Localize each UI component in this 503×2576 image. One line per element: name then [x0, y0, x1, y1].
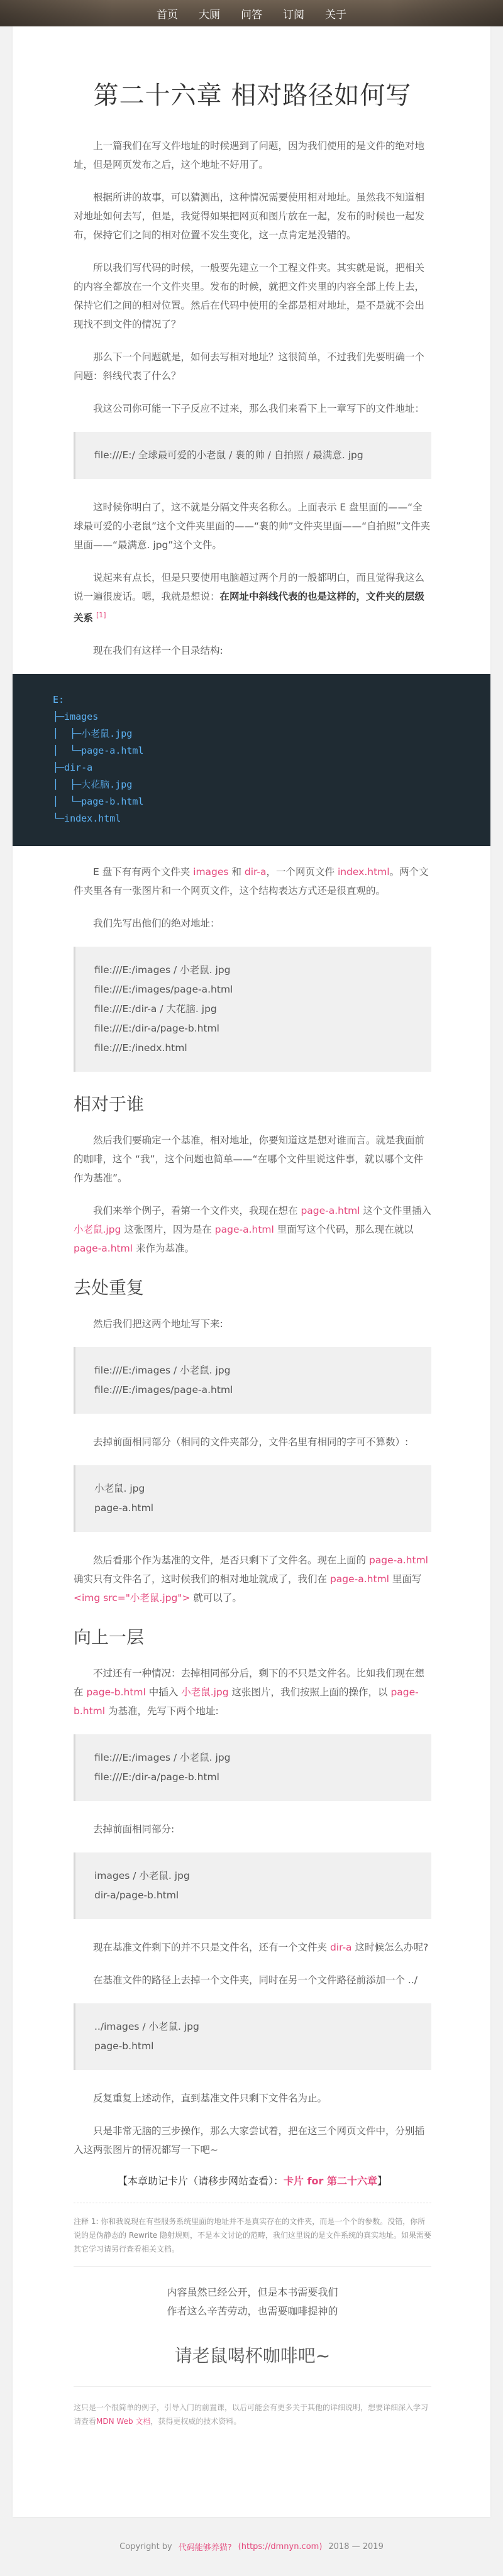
inline-code: 小老鼠.jpg [181, 1687, 229, 1698]
inline-code: 小老鼠.jpg [74, 1224, 121, 1236]
code-line: ../images / 小老鼠. jpg [94, 2021, 199, 2033]
paragraph: 只是非常无脑的三步操作，那么大家尝试着，把在这三个网页文件中，分别插入这两张图片的情况都写一下吧~ [74, 2125, 425, 2156]
memo-card-line [74, 2173, 431, 2188]
inline-code: images [193, 866, 229, 878]
footnote-text: 注释 1: 你和我说现在有些服务系统里面的地址并不是真实存在的文件夹，而是一个个的参数。没错，你所说的是伪静态的 Rewrite 隐射规则，不是本文讨论的范畴，我们这里说的是文件系统的真实地址。如果需要其它学习请另行查看相关文档。 [74, 2217, 431, 2254]
paragraph: 所以我们写代码的时候，一般要先建立一个工程文件夹。其实就是说，把相关的内容全都放在一个文件夹里。发布的时候，就把文件夹里的内容全部上传上去，保持它们之间的相对位置。然后在代码中使用的全都是相对地址，是不是就不会出现找不到文件的情况了？ [74, 262, 425, 330]
paragraph: 去掉前面相同部分: [93, 1824, 175, 1836]
code-block [74, 1347, 431, 1414]
site-footer [0, 2517, 503, 2576]
code-line: dir-a/page-b.html [94, 1890, 179, 1902]
code-block [74, 2003, 431, 2070]
nav-home[interactable]: 首页 [157, 8, 178, 21]
code-block [74, 947, 431, 1072]
paragraph: 然后我们把这两个地址写下来: [93, 1318, 223, 1330]
inline-code: page-a.html [74, 1243, 133, 1255]
text-span: 中插入 [145, 1687, 182, 1698]
code-line: file:///E:/images / 小老鼠. jpg [94, 1365, 231, 1377]
code-line: file:///E:/images/page-a.html [94, 984, 233, 996]
text-span: 这张图片，我们按照上面的操作，以 [228, 1687, 391, 1698]
paragraph: 然后我们要确定一个基准，相对地址，你要知道这是想对谁而言。就是我面前的咖啡，这个 “我”，这个问题也简单——“在哪个文件里说这件事，就以哪个文件作为基准”。 [74, 1135, 425, 1184]
nav-qa[interactable]: 问答 [241, 8, 262, 21]
text-span: 为基准，先写下两个地址: [105, 1705, 219, 1717]
paragraph: 那么下一个问题就是，如何去写相对地址？这很简单，不过我们先要明确一个问题：斜线代表了什么？ [74, 351, 425, 382]
paragraph: 去掉前面相同部分（相同的文件夹部分，文件名里有相同的字可不算数）: [93, 1436, 409, 1448]
code-line: file:///E:/images / 小老鼠. jpg [94, 964, 231, 976]
section-heading: 相对于谁 [74, 1094, 145, 1115]
code-line: page-b.html [94, 2040, 154, 2052]
paragraph [74, 1551, 431, 1607]
section-heading: 向上一层 [74, 1627, 145, 1648]
code-line: file:///E:/dir-a/page-b.html [94, 1023, 219, 1035]
text-span: 里面写 [389, 1573, 422, 1585]
code-line: file:///E:/inedx.html [94, 1042, 187, 1054]
code-line: file:///E:/dir-a/page-b.html [94, 1771, 219, 1783]
code-line: page-a.html [94, 1502, 154, 1514]
memo-card-link[interactable]: 卡片 for 第二十六章 [284, 2175, 377, 2188]
text-span: 【本章助记卡片（请移步网站查看）： [117, 2175, 284, 2188]
donate-title[interactable]: 请老鼠喝杯咖啡吧~ [174, 2345, 331, 2367]
footnote-note [74, 2203, 431, 2256]
nav-toilet[interactable]: 大厕 [199, 8, 220, 21]
paragraph: 在基准文件的路径上去掉一个文件夹，同时在另一个文件路径前添加一个 ../ [93, 1974, 418, 1986]
text-span: 说起来有点长，但是只要使用电脑超过两个月的一般都明白，而且觉得我这么说一遍很废话。嗯，我就是想说： [74, 572, 425, 602]
code-line: images / 小老鼠. jpg [94, 1870, 190, 1882]
text-span: 这只是一个很简单的例子，引导入门的前置课，以后可能会有更多关于其他的详细说明，想要详细深入学习请查看 [74, 2403, 429, 2426]
code-line: file:///E:/images / 小老鼠. jpg [94, 1752, 231, 1764]
paragraph [74, 862, 431, 900]
text-span: 我们来举个例子，看第一个文件夹，我现在想在 [93, 1205, 301, 1217]
paragraph: 这时候你明白了，这不就是分隔文件夹名称么。上面表示 E 盘里面的——“全球最可爱的小老鼠”这个文件夹里面的——“裹的帅”文件夹里面——“自拍照”文件夹里面——“最满意. jpg”这个文件。 [74, 502, 431, 551]
paragraph: 我们先写出他们的绝对地址： [93, 918, 220, 930]
text-span: ，获得更权威的技术资料。 [150, 2417, 241, 2426]
code-block [74, 1465, 431, 1532]
text-span: 这时候怎么办呢? [351, 1942, 429, 1954]
code-block [74, 1734, 431, 1801]
mdn-link[interactable]: MDN Web 文档 [96, 2417, 151, 2426]
text-span: 这个文件里插入 [360, 1205, 431, 1217]
text-span: 这张图片，因为是在 [121, 1224, 215, 1236]
bottom-note [74, 2386, 431, 2428]
nav-subscribe[interactable]: 订阅 [283, 8, 304, 21]
site-url-link[interactable]: (https://dmnyn.com) [238, 2541, 323, 2551]
donate-line: 内容虽然已经公开，但是本书需要我们 [167, 2286, 338, 2299]
inline-code: page-a.html [301, 1205, 360, 1217]
text-span: 和 [228, 866, 245, 878]
paragraph: 我这公司你可能一下子反应不过来，那么我们来看下上一章写下的文件地址： [93, 403, 425, 414]
paragraph [74, 568, 431, 627]
text-span: 就可以了。 [190, 1592, 242, 1604]
code-block [74, 432, 431, 479]
text-span: E 盘下有有两个文件夹 [93, 866, 194, 878]
text-span: ，一个网页文件 [266, 866, 338, 878]
code-block [74, 1852, 431, 1919]
text-span: 现在基准文件剩下的并不只是文件名，还有一个文件夹 [93, 1942, 330, 1954]
paragraph: 根据所讲的故事，可以猜测出，这种情况需要使用相对地址。虽然我不知道相对地址如何去写，但是，我觉得如果把网页和图片放在一起，发布的时候也一起发布，保持它们之间的相对位置不发生变化，这一点肯定是没错的。 [74, 192, 425, 241]
inline-code: page-a.html [214, 1224, 274, 1236]
inline-code: page-a.html [329, 1573, 389, 1585]
inline-code: page-b.html [86, 1687, 146, 1698]
paragraph [74, 1938, 431, 1957]
paragraph [74, 1201, 431, 1258]
text-span: 来作为基准。 [133, 1243, 194, 1255]
code-line: file:///E:/images/page-a.html [94, 1384, 233, 1396]
inline-code: dir-a [244, 866, 267, 878]
copyright-label: Copyright by [119, 2541, 172, 2551]
text-span: 】 [377, 2175, 388, 2188]
donate-text [74, 2266, 431, 2321]
text-span: 不过还有一种情况：去掉相同部分后，剩下的不只是文件名。比如我们现在想在 [74, 1668, 425, 1698]
code-line: file:///E:/dir-a / 大花脑. jpg [94, 1003, 217, 1015]
section-heading: 去处重复 [74, 1277, 145, 1299]
paragraph: 反复重复上述动作，直到基准文件只剩下文件名为止。 [93, 2093, 328, 2105]
paragraph: 上一篇我们在写文件地址的时候遇到了问题，因为我们使用的是文件的绝对地址，但是网页发布之后，这个地址不好用了。 [74, 140, 425, 170]
paragraph: 现在我们有这样一个目录结构: [93, 645, 223, 657]
page-title: 第二十六章 相对路径如何写 [93, 81, 412, 110]
donate-line: 作者这么辛苦劳动，也需要咖啡提神的 [167, 2305, 338, 2318]
article-card [13, 26, 490, 2517]
emphasis-text: 在网址中斜线代表的也是这样的，文件夹的层级关系 [74, 591, 425, 624]
inline-code: page-b.html [74, 1687, 419, 1717]
inline-code: index.html [337, 866, 390, 878]
footnote-ref[interactable]: [1] [96, 611, 106, 619]
copyright-years: 2018 — 2019 [328, 2541, 384, 2551]
site-link[interactable]: 代码能够养猫? [178, 2543, 232, 2553]
top-nav [0, 0, 503, 26]
code-line: file:///E:/ 全球最可爱的小老鼠 / 裹的帅 / 自拍照 / 最满意. jpg [94, 449, 363, 461]
inline-code: dir-a [329, 1942, 352, 1954]
directory-tree: E: ├─images │ ├─小老鼠.jpg │ └─page-a.html ├─dir-a │ ├─大花脑.jpg │ └─page-b.html └─index.html [13, 674, 490, 846]
text-span: 然后看那个作为基准的文件，是否只剩下了文件名。现在上面的 [93, 1555, 369, 1566]
paragraph [74, 1664, 431, 1720]
text-span: 里面写这个代码，那么现在就以 [274, 1224, 414, 1236]
text-span: 。两个文件夹里各有一张图片和一个网页文件，这个结构表达方式还是很直观的。 [74, 866, 429, 897]
text-span: 确实只有文件名了，这时候我们的相对地址就成了，我们在 [74, 1573, 330, 1585]
inline-code: <img src="小老鼠.jpg"> [74, 1592, 191, 1604]
nav-about[interactable]: 关于 [325, 8, 346, 21]
inline-code: page-a.html [368, 1555, 428, 1566]
code-line: 小老鼠. jpg [94, 1483, 145, 1495]
